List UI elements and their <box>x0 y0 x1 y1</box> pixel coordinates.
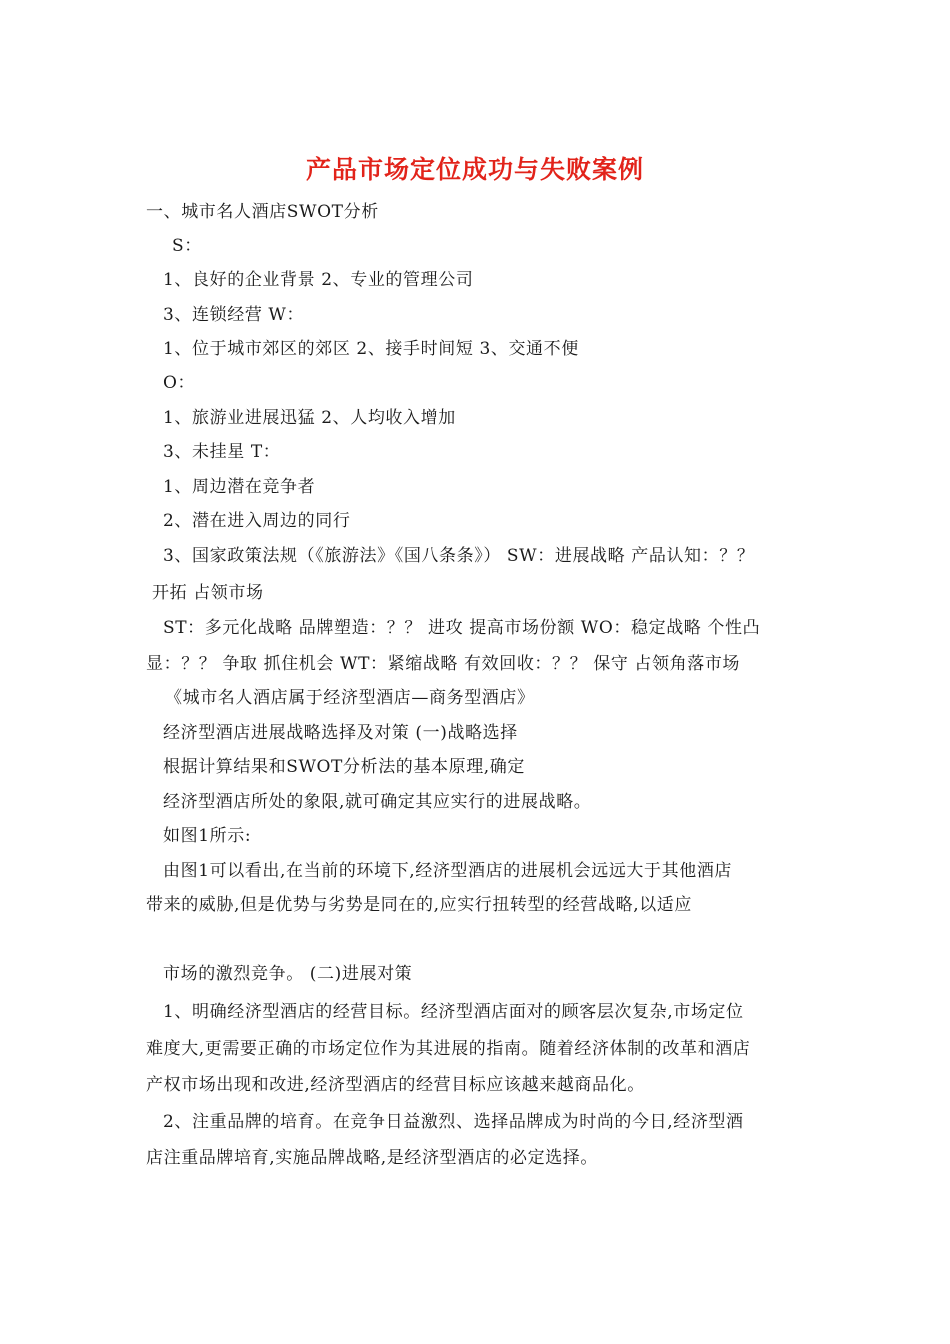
text-line: 3、未挂星 T： <box>163 442 281 462</box>
text-line: ST：多元化战略 品牌塑造：？？ 进攻 提高市场份额 WO：稳定战略 个性凸 <box>163 618 761 638</box>
text-line: O： <box>163 373 196 393</box>
text-line: 如图1所示: <box>163 826 252 846</box>
text-line: 经济型酒店所处的象限,就可确定其应实行的进展战略。 <box>163 792 592 812</box>
text-line: 市场的激烈竞争。 (二)进展对策 <box>163 964 413 984</box>
text-line: 由图1可以看出,在当前的环境下,经济型酒店的进展机会远远大于其他酒店 <box>163 861 733 881</box>
text-line: 3、国家政策法规（《旅游法》《国八条条》） SW：进展战略 产品认知：？？ <box>163 546 755 566</box>
document-title: 产品市场定位成功与失败案例 <box>305 155 644 184</box>
text-line: 3、连锁经营 W： <box>163 305 305 325</box>
text-line: 《城市名人酒店属于经济型酒店—商务型酒店》 <box>165 688 535 708</box>
text-line: 经济型酒店进展战略选择及对策 (一)战略选择 <box>163 723 518 743</box>
text-line: 2、潜在进入周边的同行 <box>163 511 351 531</box>
text-line: S： <box>172 236 202 256</box>
text-line: 根据计算结果和SWOT分析法的基本原理,确定 <box>163 757 525 777</box>
text-line: 显：？？ 争取 抓住机会 WT：紧缩战略 有效回收：？？ 保守 占领角落市场 <box>146 654 741 674</box>
text-line: 1、周边潜在竞争者 <box>163 477 316 497</box>
text-line: 带来的威胁,但是优势与劣势是同在的,应实行扭转型的经营战略,以适应 <box>146 895 693 915</box>
text-line: 1、位于城市郊区的郊区 2、接手时间短 3、交通不便 <box>163 339 579 359</box>
text-line: 1、旅游业进展迅猛 2、人均收入增加 <box>163 408 456 428</box>
text-line: 店注重品牌培育,实施品牌战略,是经济型酒店的必定选择。 <box>146 1148 599 1168</box>
section-heading-swot: 一、城市名人酒店SWOT分析 <box>146 202 379 222</box>
text-line: 2、注重品牌的培育。在竞争日益激烈、选择品牌成为时尚的今日,经济型酒 <box>163 1112 744 1132</box>
text-line: 1、良好的企业背景 2、专业的管理公司 <box>163 270 474 290</box>
text-line: 产权市场出现和改进,经济型酒店的经营目标应该越来越商品化。 <box>146 1075 645 1095</box>
text-line: 开拓 占领市场 <box>152 583 264 603</box>
text-line: 1、明确经济型酒店的经营目标。经济型酒店面对的顾客层次复杂,市场定位 <box>163 1002 744 1022</box>
text-line: 难度大,更需要正确的市场定位作为其进展的指南。随着经济体制的改革和酒店 <box>146 1039 751 1059</box>
